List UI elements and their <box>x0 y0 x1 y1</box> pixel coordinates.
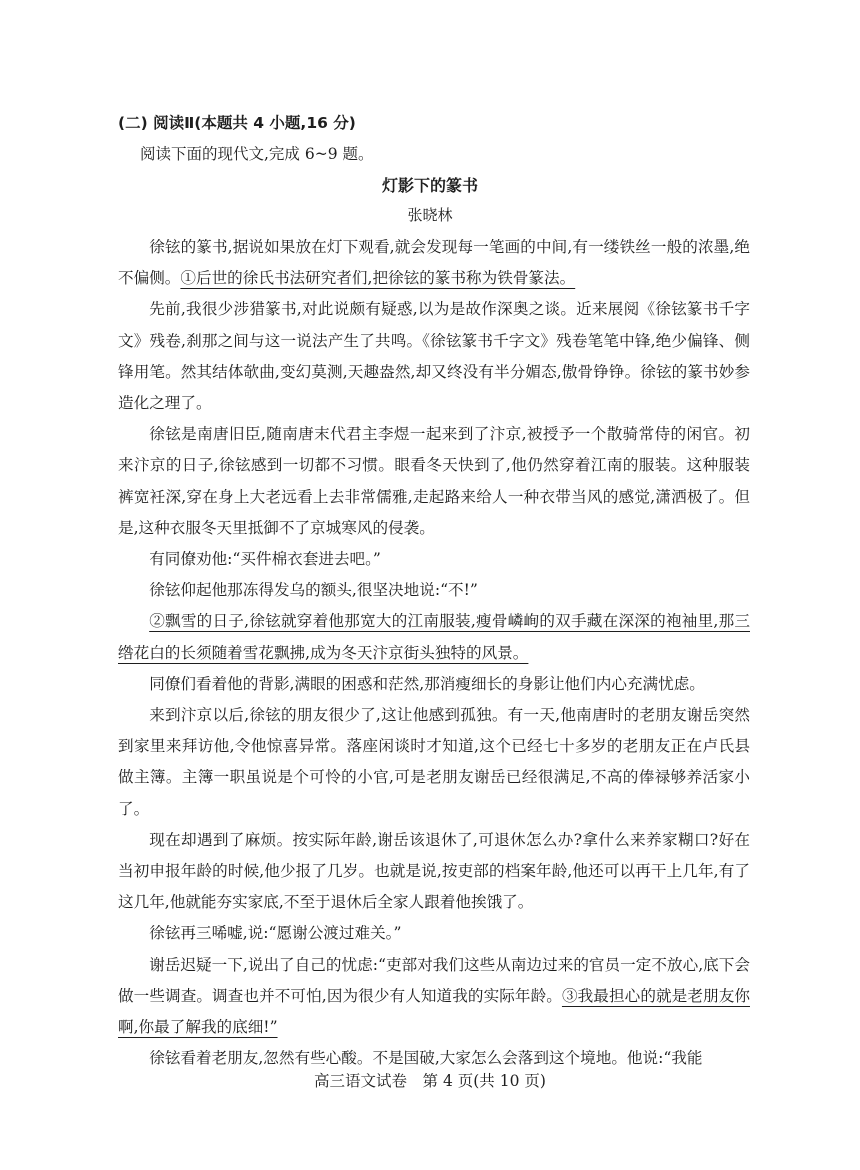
paragraph-3: 徐铉是南唐旧臣,随南唐末代君主李煜一起来到了汴京,被授予一个散骑常侍的闲官。初来汴京的日子,徐铉感到一切都不习惯。眼看冬天快到了,他仍然穿着江南的服装。这种服装裤宽衽深,穿在身上大老远看上去非常儒雅,走起路来给人一种衣带当风的感觉,潇洒极了。但是,这种衣服冬天里抵御不了京城寒风的侵袭。 <box>118 425 750 537</box>
instruction-text: 阅读下面的现代文,完成 6~9 题。 <box>140 145 374 163</box>
article-body <box>118 232 750 1074</box>
paragraph-1 <box>118 232 750 294</box>
paragraph-6 <box>118 606 750 668</box>
paragraph-2: 先前,我很少涉猎篆书,对此说颇有疑惑,以为是故作深奥之谈。近来展阅《徐铉篆书千字文》残卷,刹那之间与这一说法产生了共鸣。《徐铉篆书千字文》残卷笔笔中锋,绝少偏锋、侧锋用笔。然其结体欹曲,变幻莫测,天趣盎然,却又终没有半分媚态,傲骨铮铮。徐铉的篆书妙参造化之理了。 <box>118 300 750 413</box>
paragraph-text: 徐铉的篆书,据说如果放在灯下观看,就会发现每一笔画的中间,有一缕铁丝一般的浓墨,绝不偏侧。 <box>118 238 750 288</box>
paragraph-10: 徐铉再三唏嘘,说:“愿谢公渡过难关。” <box>149 924 402 943</box>
underlined-sentence-3: ③我最担心的就是老朋友你啊,你最了解我的底细!” <box>118 986 750 1037</box>
paragraph-5: 徐铉仰起他那冻得发乌的额头,很坚决地说:“不!” <box>149 581 478 600</box>
article-title: 灯影下的篆书 <box>381 176 478 195</box>
paragraph-text: 谢岳迟疑一下,说出了自己的忧虑:“吏部对我们这些从南边过来的官员一定不放心,底下会做一些调查。调查也并不可怕,因为很少有人知道我的实际年龄。 <box>118 955 750 1005</box>
underlined-sentence-2: ②飘雪的日子,徐铉就穿着他那宽大的江南服装,瘦骨嶙峋的双手藏在深深的袍袖里,那三绺花白的长须随着雪花飘拂,成为冬天汴京街头独特的风景。 <box>118 612 750 662</box>
paragraph-7: 同僚们看着他的背影,满眼的困惑和茫然,那消瘦细长的身影让他们内心充满忧虑。 <box>149 674 705 693</box>
article-author: 张晓林 <box>407 206 453 224</box>
paragraph-11 <box>118 950 750 1044</box>
section-heading: (二) 阅读Ⅱ(本题共 4 小题,16 分) <box>118 114 356 132</box>
paragraph-8: 来到汴京以后,徐铉的朋友很少了,这让他感到孤独。有一天,他南唐时的老朋友谢岳突然到家里来拜访他,令他惊喜异常。落座闲谈时才知道,这个已经七十多岁的老朋友正在卢氏县做主簿。主簿一职虽说是个可怜的小官,可是老朋友谢岳已经很满足,不高的俸禄够养活家小了。 <box>118 706 750 818</box>
page-footer: 高三语文试卷 第 4 页(共 10 页) <box>314 1072 546 1090</box>
underlined-sentence-1: ①后世的徐氏书法研究者们,把徐铉的篆书称为铁骨篆法。 <box>180 269 576 288</box>
paragraph-12: 徐铉看着老朋友,忽然有些心酸。不是国破,大家怎么会落到这个境地。他说:“我能 <box>149 1049 703 1068</box>
paragraph-4: 有同僚劝他:“买件棉衣套进去吧。” <box>149 550 381 569</box>
paragraph-9: 现在却遇到了麻烦。按实际年龄,谢岳该退休了,可退休怎么办?拿什么来养家糊口?好在当初申报年龄的时候,他少报了几岁。也就是说,按吏部的档案年龄,他还可以再干上几年,有了这几年,他就能夯实家底,不至于退休后全家人跟着他挨饿了。 <box>118 830 750 912</box>
